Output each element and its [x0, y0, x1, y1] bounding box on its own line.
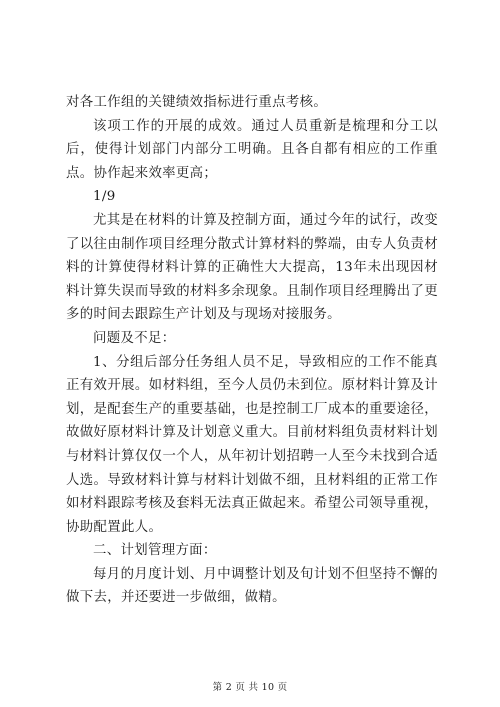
- paragraph-intro-tail: 对各工作组的关键绩效指标进行重点考核。: [66, 95, 328, 110]
- paragraph-page-marker: 1/9: [93, 189, 116, 205]
- paragraph-results: 该项工作的开展的成效。通过人员重新是梳理和分工以后，使得计划部门内部分工明确。且各自都有相应的工作重点。协作起来效率更高；: [66, 118, 438, 181]
- page-number-footer: 第 2 页 共 10 页: [212, 682, 288, 693]
- paragraph-material-control: 尤其是在材料的计算及控制方面，通过今年的试行，改变了以往由制作项目经理分散式计算材料的弊端，由专人负责材料的计算使得材料计算的正确性大大提高，13年未出现因材料计算失误而导致的材料多余现象。且制作项目经理腾出了更多的时间去跟踪生产计划及与现场对接服务。: [66, 212, 438, 323]
- paragraph-planning-heading: 二、计划管理方面：: [93, 543, 217, 559]
- paragraph-monthly-plans: 每月的月度计划、月中调整计划及旬计划不但坚持不懈的做下去，并还要进一步做细，做精。: [66, 566, 438, 606]
- paragraph-problems-heading: 问题及不足：: [93, 330, 176, 346]
- document-body: [66, 91, 438, 610]
- paragraph-staffing-issue: 1、分组后部分任务组人员不足，导致相应的工作不能真正有效开展。如材料组，至今人员仍未到位。原材料计算及计划，是配套生产的重要基础，也是控制工厂成本的重要途径，故做好原材料计算及计划意义重大。目前材料组负责材料计划与材料计算仅仅一个人，从年初计划招聘一人至今未找到合适人选。导致材料计算与材料计划做不细，且材料组的正常工作如材料跟踪考核及套料无法真正做起来。希望公司领导重视，协助配置此人。: [66, 354, 438, 535]
